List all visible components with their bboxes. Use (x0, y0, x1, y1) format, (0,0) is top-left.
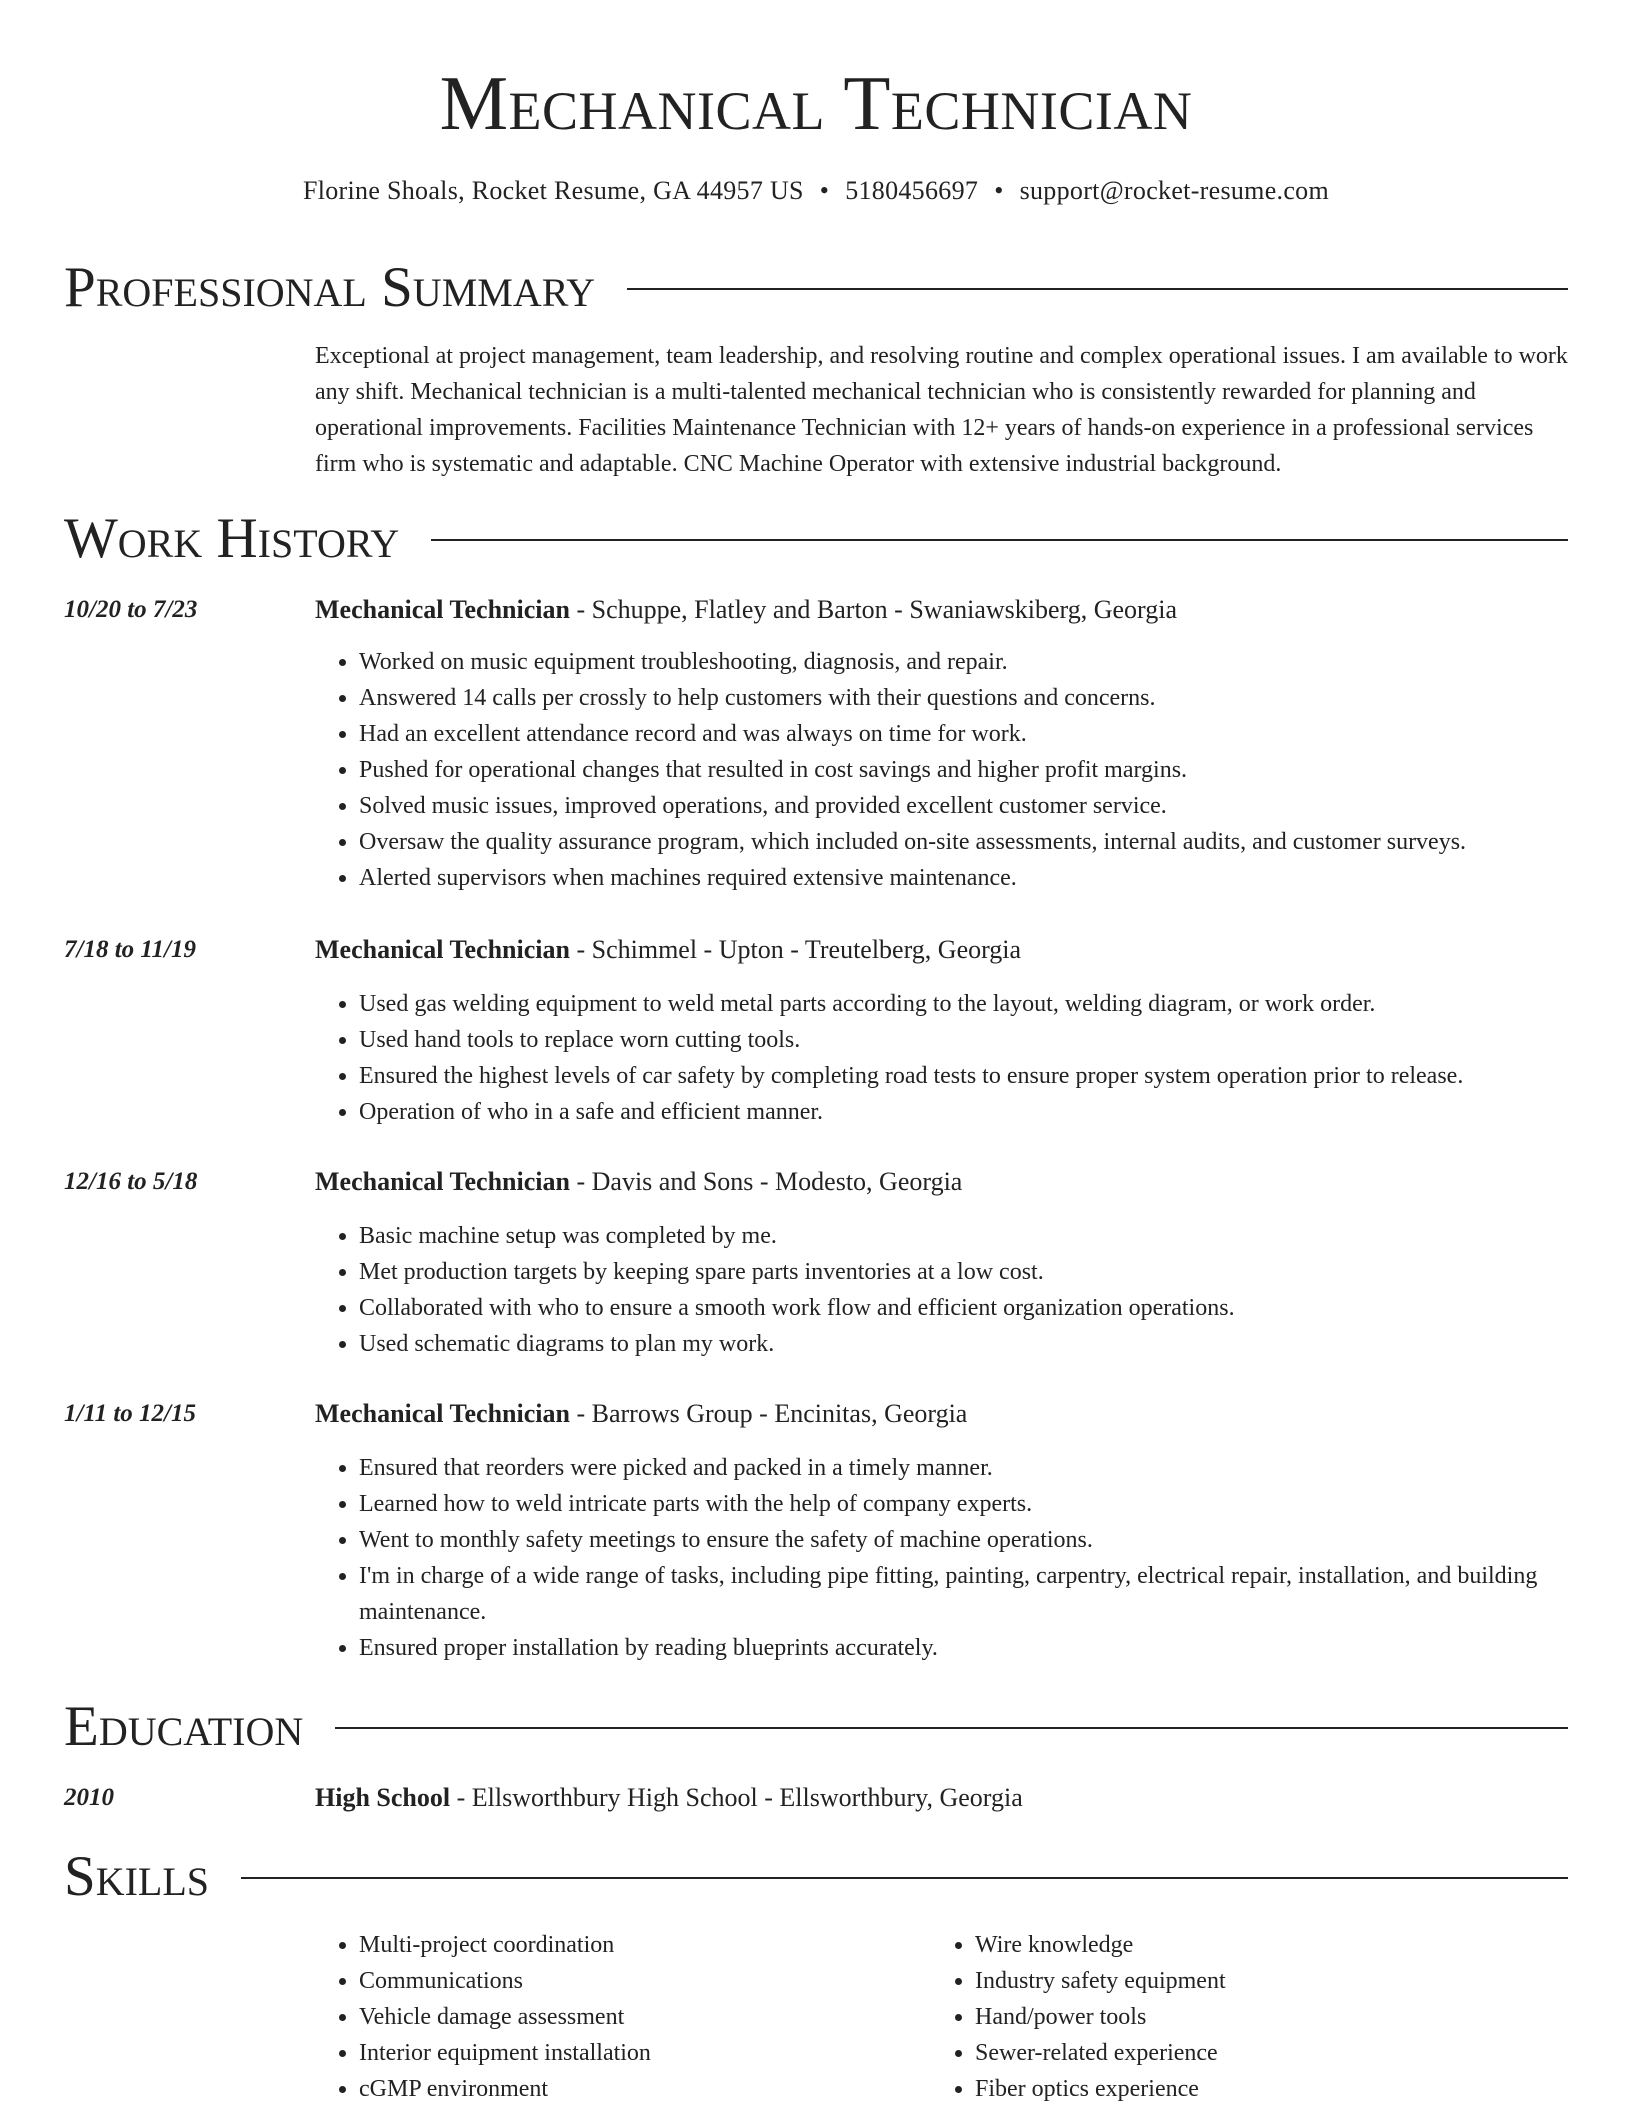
education-year: 2010 (64, 1784, 114, 1811)
job-title: Mechanical Technician (315, 595, 570, 624)
list-item: • Alerted supervisors when machines required extensive maintenance. (359, 860, 1568, 896)
list-item: • Answered 14 calls per crossly to help customers with their questions and concerns. (359, 680, 1568, 716)
job-bullets (315, 1218, 1568, 1362)
contact-phone: 5180456697 (845, 176, 979, 205)
list-item: • Sewer-related experience (975, 2035, 1535, 2071)
contact-address: Florine Shoals, Rocket Resume, GA 44957 US (302, 176, 804, 205)
list-item: • Used schematic diagrams to plan my work. (359, 1326, 1568, 1362)
job-details: - Barrows Group - Encinitas, Georgia (569, 1399, 968, 1428)
contact-separator: • (819, 176, 830, 205)
job-dates: 7/18 to 11/19 (64, 936, 196, 963)
list-item: • Used hand tools to replace worn cutting tools. (359, 1022, 1568, 1058)
list-item: • Hand/power tools (975, 1999, 1535, 2035)
job-headline (315, 1164, 962, 1200)
skills-list-right (931, 1927, 1535, 2107)
list-item: • Communications (359, 1963, 919, 1999)
list-item: • Met production targets by keeping spare parts inventories at a low cost. (359, 1254, 1568, 1290)
page-title: Mechanical Technician (439, 60, 1193, 146)
job-dates: 10/20 to 7/23 (64, 596, 198, 623)
job-dates: 1/11 to 12/15 (64, 1400, 196, 1427)
contact-separator: • (994, 176, 1004, 205)
job-headline (315, 932, 1021, 968)
job-headline (315, 1396, 967, 1432)
list-item: • I'm in charge of a wide range of tasks, including pipe fitting, painting, carpentry, electrical repair, installation, and building maintenance. (359, 1558, 1568, 1630)
summary-section-header (64, 253, 1568, 323)
education-degree: High School (315, 1783, 451, 1812)
list-item: • Went to monthly safety meetings to ensure the safety of machine operations. (359, 1522, 1568, 1558)
section-title-skills: Skills (64, 1845, 210, 1908)
list-item: • Interior equipment installation (359, 2035, 919, 2071)
list-item: • Solved music issues, improved operations, and provided excellent customer service. (359, 788, 1568, 824)
list-item: • Basic machine setup was completed by me. (359, 1218, 1568, 1254)
list-item: • Industry safety equipment (975, 1963, 1535, 1999)
job-details: - Schimmel - Upton - Treutelberg, Georgia (569, 935, 1022, 964)
skills-list-left (315, 1927, 919, 2107)
education-section-header (64, 1692, 1568, 1762)
job-bullets (315, 986, 1568, 1130)
list-item: • Used gas welding equipment to weld metal parts according to the layout, welding diagram, or work order. (359, 986, 1568, 1022)
section-title-education: Education (64, 1695, 304, 1758)
list-item: • cGMP environment (359, 2071, 919, 2107)
list-item: • Operation of who in a safe and efficient manner. (359, 1094, 1568, 1130)
list-item: • Vehicle damage assessment (359, 1999, 919, 2035)
job-bullets (315, 1450, 1568, 1666)
work-history-section-header (64, 504, 1568, 574)
education-headline (315, 1780, 1023, 1816)
list-item: • Worked on music equipment troubleshooting, diagnosis, and repair. (359, 644, 1568, 680)
list-item: • Ensured proper installation by reading blueprints accurately. (359, 1630, 1568, 1666)
contact-line (0, 174, 1632, 208)
section-divider (627, 288, 1568, 290)
job-dates: 12/16 to 5/18 (64, 1168, 198, 1195)
job-headline (315, 592, 1177, 628)
list-item: • Oversaw the quality assurance program, which included on-site assessments, internal audits, and customer surveys. (359, 824, 1568, 860)
education-details: - Ellsworthbury High School - Ellsworthbury, Georgia (450, 1783, 1023, 1812)
contact-email: support@rocket-resume.com (1019, 176, 1330, 205)
list-item: • Wire knowledge (975, 1927, 1535, 1963)
list-item: • Collaborated with who to ensure a smooth work flow and efficient organization operations. (359, 1290, 1568, 1326)
list-item: • Ensured the highest levels of car safety by completing road tests to ensure proper system operation prior to release. (359, 1058, 1568, 1094)
job-title: Mechanical Technician (315, 1167, 570, 1196)
section-title-summary: Professional Summary (64, 256, 596, 319)
job-bullets (315, 644, 1568, 896)
skills-section-header (64, 1842, 1568, 1912)
section-divider (241, 1877, 1568, 1879)
list-item: • Fiber optics experience (975, 2071, 1535, 2107)
list-item: • Had an excellent attendance record and was always on time for work. (359, 716, 1568, 752)
section-divider (335, 1727, 1568, 1729)
list-item: • Ensured that reorders were picked and packed in a timely manner. (359, 1450, 1568, 1486)
job-details: - Davis and Sons - Modesto, Georgia (569, 1167, 963, 1196)
list-item: • Learned how to weld intricate parts with the help of company experts. (359, 1486, 1568, 1522)
summary-text: Exceptional at project management, team leadership, and resolving routine and complex operational issues. I am available to work any shift. Mechanical technician is a multi-talented mechanical technician who is consistently rewarded for planning and operational improvements. Facilities Maintenance Technician with 12+ years of hands-on experience in a professional services firm who is systematic and adaptable. CNC Machine Operator with extensive industrial background. (315, 343, 1568, 477)
job-title: Mechanical Technician (315, 1399, 570, 1428)
list-item: • Multi-project coordination (359, 1927, 919, 1963)
job-details: - Schuppe, Flatley and Barton - Swaniawskiberg, Georgia (569, 595, 1177, 624)
section-title-work-history: Work History (64, 507, 400, 570)
list-item: • Pushed for operational changes that resulted in cost savings and higher profit margins. (359, 752, 1568, 788)
job-title: Mechanical Technician (315, 935, 570, 964)
section-divider (431, 539, 1568, 541)
